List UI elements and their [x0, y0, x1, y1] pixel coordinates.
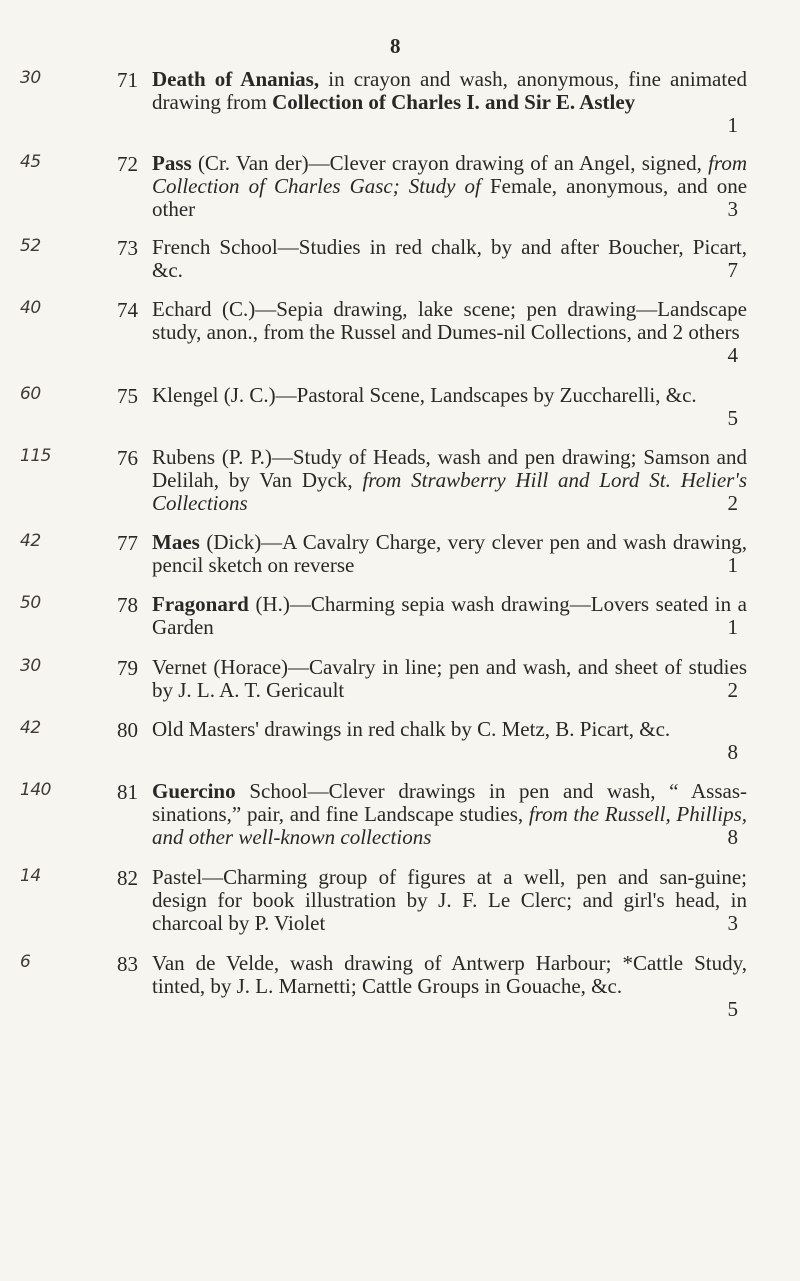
lot-number: 75 — [117, 384, 138, 408]
lot-text-italic: from the Russell, Phillips, and other well-known collections — [152, 802, 747, 849]
lot-75 — [0, 384, 800, 431]
lot-80 — [0, 718, 800, 765]
lot-text: Rubens (P. P.)—Study of Heads, wash and pen drawing; Samson and Delilah, by Van Dyck, — [152, 445, 747, 492]
lot-73 — [0, 236, 800, 283]
pencil-annotation: 140 — [20, 780, 51, 800]
lot-number: 78 — [117, 593, 138, 617]
lot-number: 77 — [117, 531, 138, 555]
lot-description: Old Masters' drawings in red chalk by C. Metz, B. Picart, &c. — [152, 717, 671, 741]
lot-quantity: 4 — [727, 343, 738, 367]
lot-text: (Dick)—A Cavalry Charge, very clever pen and wash drawing, pencil sketch on reverse — [152, 530, 747, 577]
lot-76 — [0, 446, 800, 516]
lot-text-italic: from Collection of Charles Gasc; Study of — [152, 151, 747, 198]
lot-description — [152, 780, 747, 849]
pencil-annotation: 42 — [20, 718, 41, 738]
pencil-annotation: 30 — [20, 68, 41, 88]
lot-description — [152, 68, 747, 114]
pencil-annotation: 115 — [20, 446, 51, 466]
lot-text-bold: Collection of Charles I. and Sir E. Astley — [272, 90, 636, 114]
lot-quantity: 1 — [727, 113, 738, 137]
lot-72 — [0, 152, 800, 222]
lot-description: French School—Studies in red chalk, by and after Boucher, Picart, &c. — [152, 235, 747, 282]
lot-77 — [0, 531, 800, 578]
lot-83 — [0, 952, 800, 1022]
lot-number: 74 — [117, 298, 138, 322]
lot-quantity: 1 — [727, 553, 738, 577]
pencil-annotation: 50 — [20, 593, 41, 613]
lot-number: 76 — [117, 446, 138, 470]
lot-79 — [0, 656, 800, 703]
pencil-annotation: 60 — [20, 384, 41, 404]
lot-81 — [0, 780, 800, 850]
lot-artist: Maes — [152, 530, 200, 554]
lot-text-italic: from Strawberry Hill and Lord St. Helier's Collections — [152, 468, 748, 515]
lot-text: (Cr. Van der)—Clever crayon drawing of an Angel, signed, — [197, 151, 702, 175]
page-number: 8 — [390, 34, 401, 58]
lot-quantity: 8 — [727, 740, 738, 764]
pencil-annotation: 14 — [20, 866, 41, 886]
lot-description: Klengel (J. C.)—Pastoral Scene, Landscapes by Zuccharelli, &c. — [152, 383, 697, 407]
lot-quantity: 2 — [727, 678, 738, 702]
lot-description — [152, 593, 747, 639]
lot-quantity: 8 — [727, 825, 738, 849]
pencil-annotation: 52 — [20, 236, 41, 256]
lot-number: 72 — [117, 152, 138, 176]
lot-number: 79 — [117, 656, 138, 680]
pencil-annotation: 45 — [20, 152, 41, 172]
lot-text: School—Clever drawings in pen and wash, “ Assas-sinations,” pair, and fine Landscape studies, — [152, 779, 748, 826]
lot-text: in crayon and wash, anonymous, fine animated drawing from — [152, 67, 748, 114]
lot-description: Echard (C.)—Sepia drawing, lake scene; pen drawing—Landscape study, anon., from the Russel and Dumes-nil Collections, and 2 others — [152, 297, 747, 344]
lot-description — [152, 531, 747, 577]
lot-82 — [0, 866, 800, 936]
lot-quantity: 5 — [727, 997, 738, 1021]
lot-text-plain: Female, anonymous, and one other — [152, 174, 748, 221]
pencil-annotation: 40 — [20, 298, 41, 318]
lot-description: Van de Velde, wash drawing of Antwerp Harbour; *Cattle Study, tinted, by J. L. Marnetti; Cattle Groups in Gouache, &c. — [152, 951, 747, 998]
pencil-annotation: 6 — [20, 952, 31, 972]
lot-quantity: 7 — [727, 258, 738, 282]
lot-quantity: 3 — [727, 911, 738, 935]
lot-78 — [0, 593, 800, 640]
lot-number: 82 — [117, 866, 138, 890]
lot-artist: Fragonard — [152, 592, 249, 616]
lot-description: Pastel—Charming group of figures at a well, pen and san-guine; design for book illustration by J. F. Le Clerc; and girl's head, in charcoal by P. Violet — [152, 865, 747, 935]
lot-quantity: 5 — [727, 406, 738, 430]
lot-artist: Guercino — [152, 779, 236, 803]
lot-description — [152, 446, 747, 515]
lot-artist: Pass — [152, 151, 192, 175]
lot-74 — [0, 298, 800, 368]
lot-quantity: 2 — [727, 491, 738, 515]
lot-description — [152, 152, 747, 221]
lot-artist: Death of Ananias, — [152, 67, 320, 91]
lot-quantity: 3 — [727, 197, 738, 221]
lot-number: 83 — [117, 952, 138, 976]
pencil-annotation: 42 — [20, 531, 41, 551]
lot-71 — [0, 68, 800, 138]
lot-text: (H.)—Charming sepia wash drawing—Lovers seated in a Garden — [152, 592, 748, 639]
lot-number: 73 — [117, 236, 138, 260]
lot-quantity: 1 — [727, 615, 738, 639]
lot-description: Vernet (Horace)—Cavalry in line; pen and wash, and sheet of studies by J. L. A. T. Gericault — [152, 655, 747, 702]
lot-number: 80 — [117, 718, 138, 742]
lot-number: 81 — [117, 780, 138, 804]
pencil-annotation: 30 — [20, 656, 41, 676]
lot-number: 71 — [117, 68, 138, 92]
